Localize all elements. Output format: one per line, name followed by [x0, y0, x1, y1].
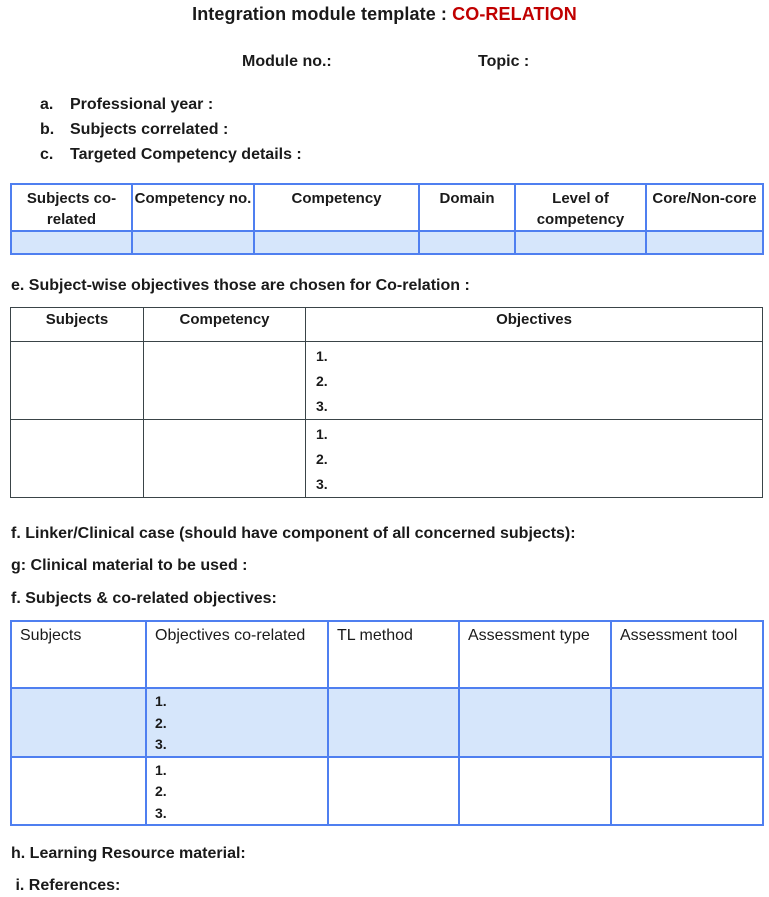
objective-number: 1. — [155, 761, 167, 778]
header-subjects: Subjects — [11, 308, 144, 342]
assessment-tool-cell[interactable] — [611, 757, 763, 826]
objective-number: 3. — [155, 804, 167, 821]
objective-number: 1. — [155, 693, 167, 709]
objectives-cell[interactable] — [146, 757, 328, 826]
competency-cell[interactable] — [144, 420, 306, 498]
objective-number: 2. — [316, 373, 328, 389]
table-cell[interactable] — [132, 231, 254, 254]
table-row — [11, 757, 763, 826]
assessment-tool-cell[interactable] — [611, 688, 763, 757]
subject-cell[interactable] — [11, 757, 146, 826]
subjects-corelated-objectives-table — [10, 620, 764, 826]
table-row — [11, 420, 763, 498]
list-item-targeted-competency — [40, 146, 302, 164]
table-cell[interactable] — [419, 231, 515, 254]
objective-number: 1. — [316, 348, 328, 364]
header-assessment-type: Assessment type — [459, 621, 611, 688]
header-assessment-tool: Assessment tool — [611, 621, 763, 688]
table-cell[interactable] — [254, 231, 419, 254]
list-item-subjects-correlated — [40, 121, 228, 139]
section-f-linker: f. Linker/Clinical case (should have component of all concerned subjects): — [11, 525, 576, 542]
topic-label: Topic : — [478, 53, 530, 70]
header-tl-method: TL method — [328, 621, 459, 688]
objectives-cell[interactable] — [306, 342, 763, 420]
tl-method-cell[interactable] — [328, 757, 459, 826]
section-g-clinical-material: g: Clinical material to be used : — [11, 557, 248, 574]
objective-number: 2. — [316, 451, 328, 467]
objective-number: 1. — [316, 426, 328, 442]
list-letter: c. — [40, 146, 54, 163]
table-cell[interactable] — [11, 231, 132, 254]
section-e-heading: e. Subject-wise objectives those are chosen for Co-relation : — [11, 277, 470, 294]
section-f-subjects-heading: f. Subjects & co-related objectives: — [11, 590, 277, 607]
objective-number: 3. — [155, 736, 167, 752]
subject-objectives-table — [10, 307, 763, 498]
document-title — [0, 4, 769, 25]
subject-cell[interactable] — [11, 420, 144, 498]
list-item-professional-year — [40, 96, 213, 114]
table-header-row — [11, 184, 763, 231]
list-letter: a. — [40, 96, 54, 113]
table-row — [11, 688, 763, 757]
table-row — [11, 342, 763, 420]
header-subjects: Subjects — [11, 621, 146, 688]
objectives-cell[interactable] — [146, 688, 328, 757]
title-prefix: Integration module template : — [192, 4, 453, 24]
objective-number: 3. — [316, 398, 328, 414]
list-text: Subjects correlated : — [70, 121, 229, 138]
competency-cell[interactable] — [144, 342, 306, 420]
objective-number: 2. — [155, 714, 167, 731]
header-domain: Domain — [419, 184, 515, 231]
list-letter: b. — [40, 121, 55, 138]
section-h-learning-resource: h. Learning Resource material: — [11, 845, 246, 862]
objective-number: 3. — [316, 476, 328, 492]
module-no-label: Module no.: — [242, 53, 332, 70]
header-objectives-co-related: Objectives co-related — [146, 621, 328, 688]
tl-method-cell[interactable] — [328, 688, 459, 757]
header-competency: Competency — [254, 184, 419, 231]
title-accent: CO-RELATION — [452, 4, 577, 24]
table-row — [11, 231, 763, 254]
header-competency: Competency — [144, 308, 306, 342]
competency-table — [10, 183, 764, 255]
objective-number: 2. — [155, 783, 167, 799]
header-objectives: Objectives — [306, 308, 763, 342]
header-core-non-core: Core/Non-core — [646, 184, 763, 231]
list-text: Targeted Competency details : — [70, 146, 302, 163]
table-header-row — [11, 308, 763, 342]
assessment-type-cell[interactable] — [459, 688, 611, 757]
list-text: Professional year : — [70, 96, 214, 113]
header-subjects-co-related: Subjects co-related — [11, 184, 132, 231]
table-cell[interactable] — [646, 231, 763, 254]
subject-cell[interactable] — [11, 342, 144, 420]
subject-cell[interactable] — [11, 688, 146, 757]
assessment-type-cell[interactable] — [459, 757, 611, 826]
table-cell[interactable] — [515, 231, 646, 254]
section-i-references: i. References: — [11, 877, 121, 894]
objectives-cell[interactable] — [306, 420, 763, 498]
header-level-of-competency: Level of competency — [515, 184, 646, 231]
header-competency-no: Competency no. — [132, 184, 254, 231]
table-header-row — [11, 621, 763, 688]
